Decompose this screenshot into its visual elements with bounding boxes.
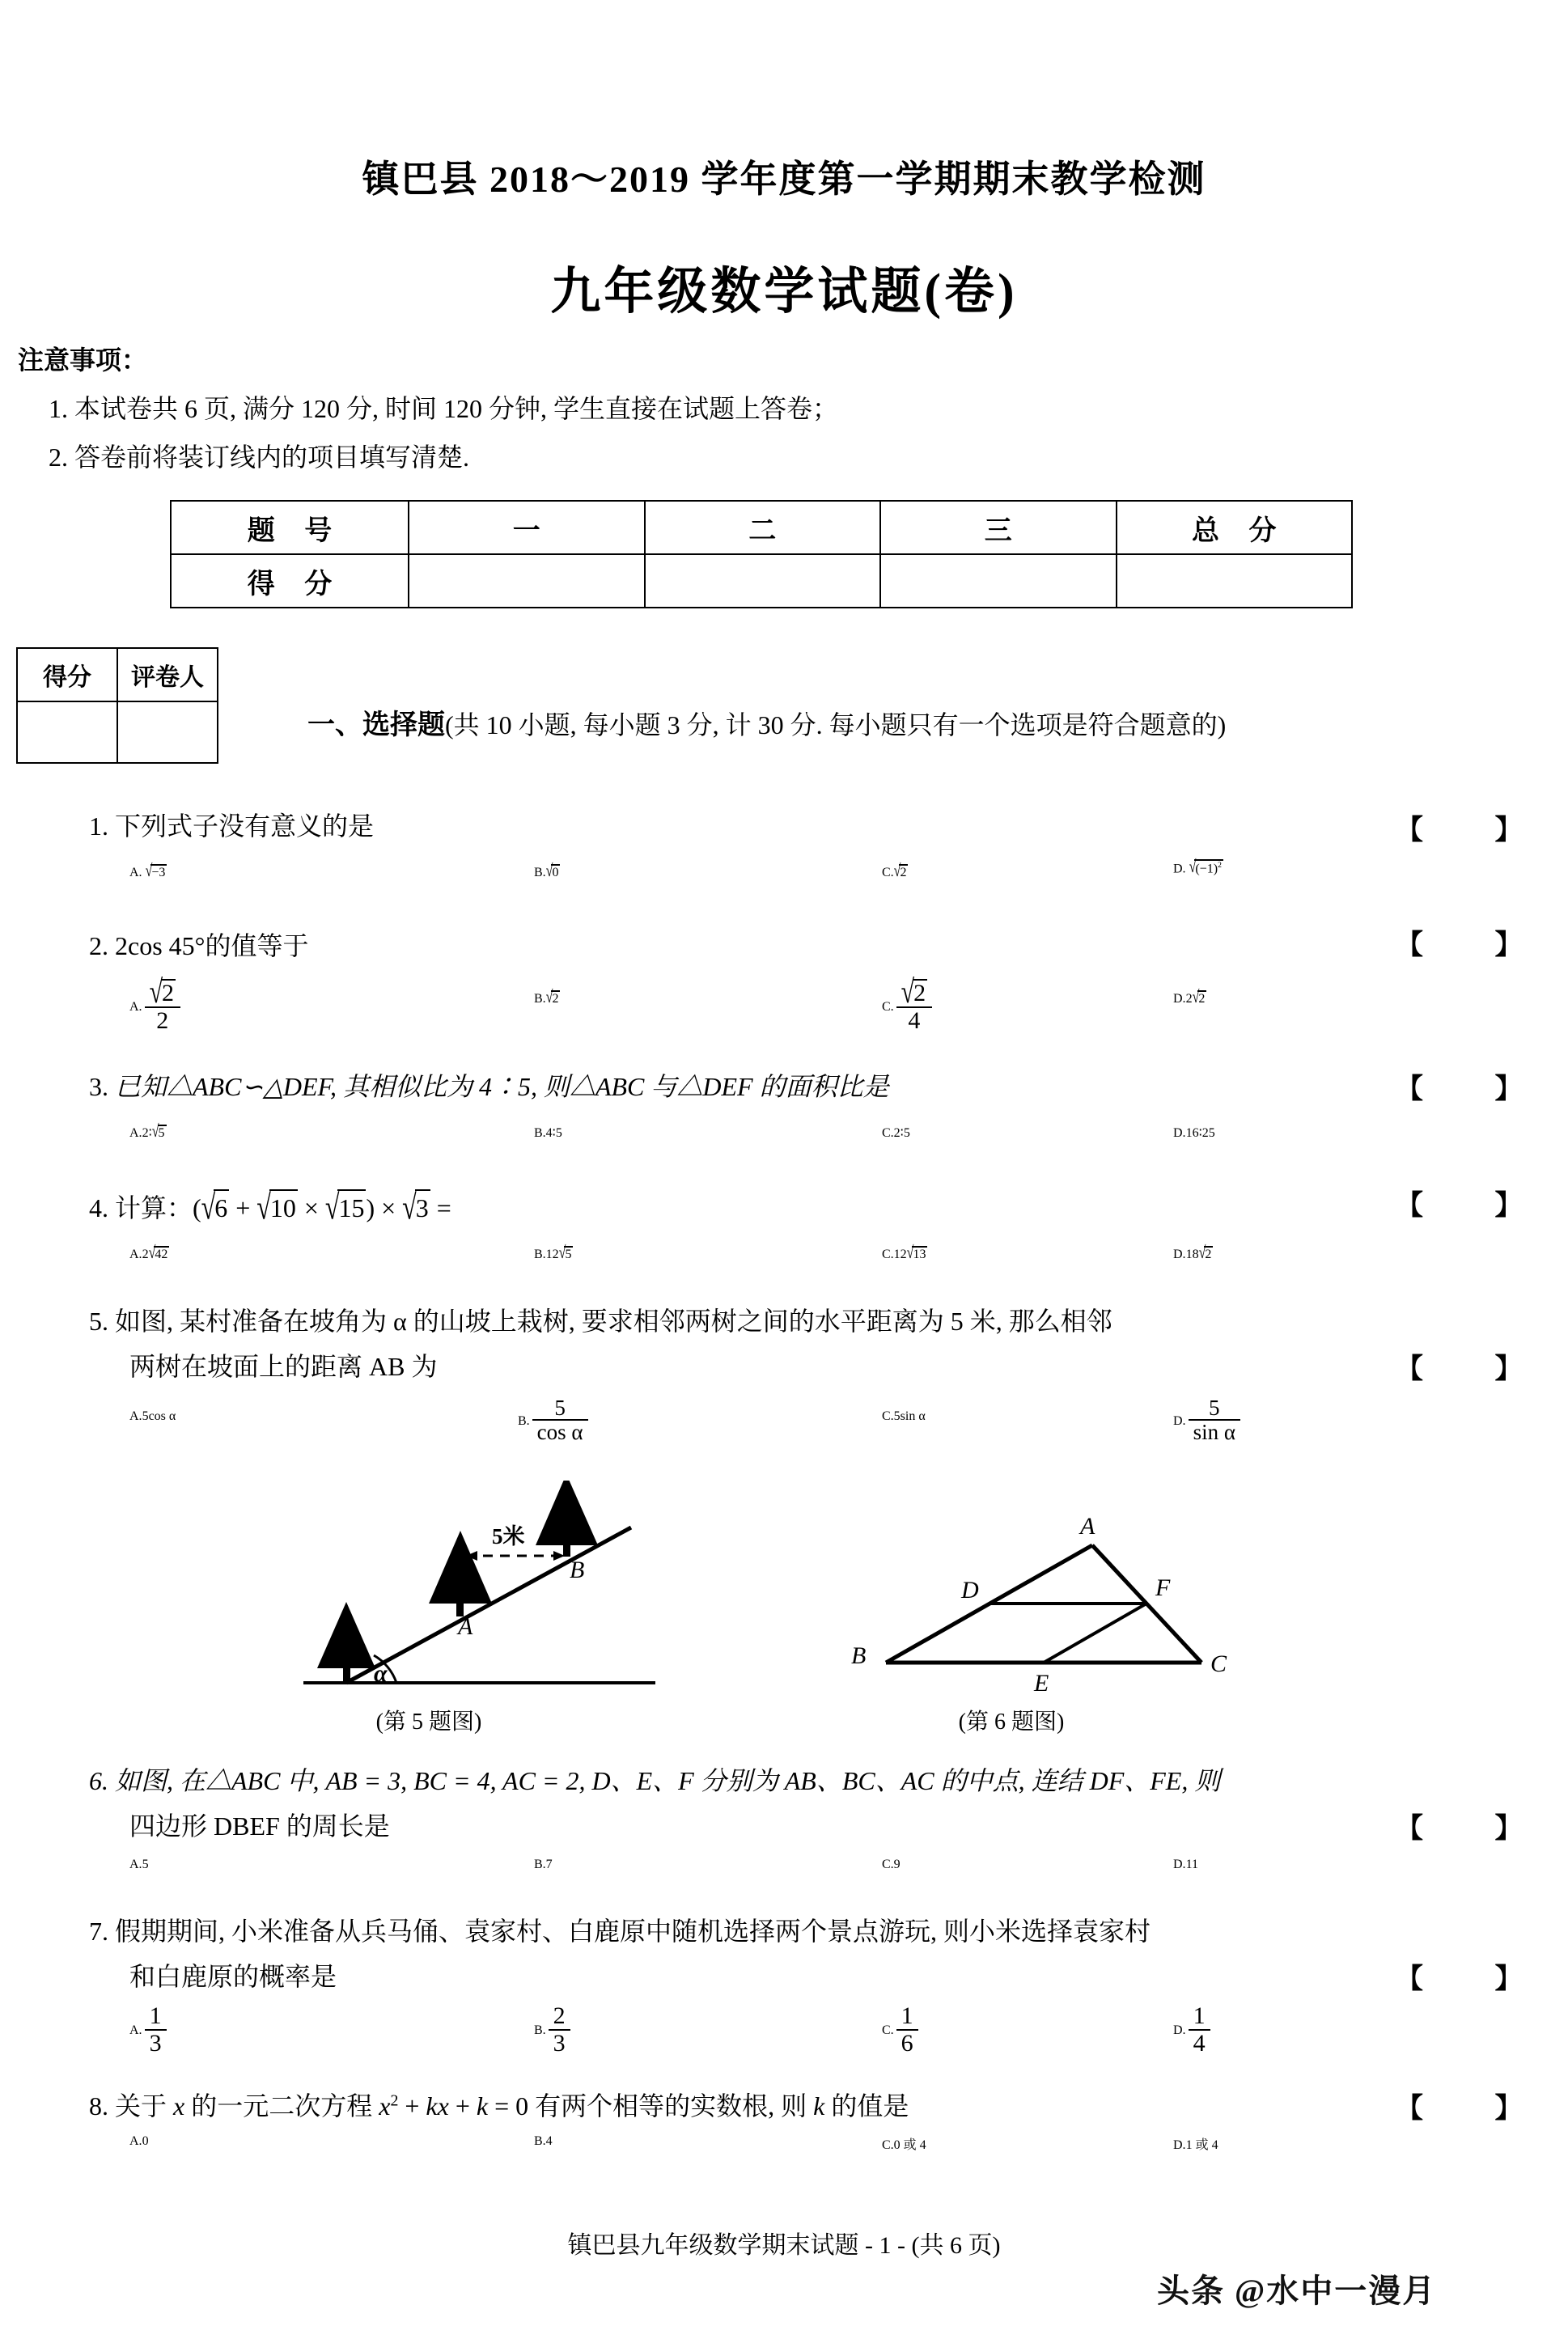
radical-icon: √2 [893, 862, 907, 881]
watermark: 头条 @水中一漫月 [1157, 2273, 1437, 2309]
table-row [171, 501, 1352, 554]
q4-option-c[interactable]: C.12√13 [882, 1244, 926, 1263]
q8-option-a-letter: A. [129, 2134, 142, 2148]
fraction: $\frac{5}{\text{cos α}}$ [532, 1396, 588, 1444]
q1-option-a-letter: A. [129, 866, 142, 879]
q3-option-a[interactable]: A.2∶√5 [129, 1122, 165, 1142]
q6-option-a[interactable] [129, 1858, 149, 1872]
q8-number: 8. [89, 2091, 108, 2121]
q1-option-c[interactable] [882, 864, 908, 880]
q5-answer-bracket[interactable]: 【 】 [1396, 1354, 1555, 1384]
q8-option-c-value: 0 或 4 [893, 2138, 926, 2152]
q8-option-c[interactable] [882, 2134, 926, 2153]
q7-text: 假期期间, 小米准备从兵马俑、袁家村、白鹿原中随机选择两个景点游玩, 则小米选择袁家村 [115, 1917, 1151, 1946]
grader-box-grader-cell[interactable] [117, 701, 218, 763]
q8-option-b[interactable] [534, 2134, 553, 2149]
question-4-stem: 4. 计算：(√6 + √10 × √15) × √3 = [89, 1187, 451, 1227]
q3-option-d-value: 16∶25 [1185, 1126, 1215, 1140]
figure-question-5 [275, 1481, 680, 1703]
figure-question-6 [833, 1505, 1254, 1711]
q2-text: 2cos 45°的值等于 [115, 931, 309, 960]
score-cell-3[interactable] [880, 554, 1117, 608]
q7-option-b-letter: B. [534, 2023, 546, 2038]
score-table-col-1: 一 [409, 501, 645, 554]
q6-option-a-letter: A. [129, 1858, 142, 1871]
triangle-midsegment-diagram [833, 1505, 1254, 1707]
q7-option-c[interactable] [882, 2002, 921, 2057]
page-title: 九年级数学试题(卷) [550, 265, 1018, 320]
q7-answer-bracket[interactable]: 【 】 [1396, 1964, 1555, 1994]
q3-answer-bracket[interactable]: 【 】 [1396, 1074, 1555, 1104]
q5-option-d-letter: D. [1173, 1414, 1186, 1429]
tree-icon [429, 1531, 492, 1616]
q7-number: 7. [89, 1917, 108, 1946]
question-7-stem [89, 1914, 1151, 1948]
q6-option-b[interactable] [534, 1858, 553, 1872]
radical-icon: √2 [1198, 1244, 1212, 1263]
q5-number: 5. [89, 1307, 108, 1336]
q5-option-b-letter: B. [518, 1414, 530, 1429]
q6-option-d-value: 11 [1185, 1858, 1198, 1871]
q4-option-b-letter: B. [534, 1248, 546, 1261]
question-7-stem-line2 [129, 1960, 337, 1993]
fraction: $\frac{√2}{4}$ [896, 979, 932, 1033]
section-description: (共 10 小题, 每小题 3 分, 计 30 分. 每小题只有一个选项是符合题意的) [445, 710, 1227, 739]
q7-option-d-letter: D. [1173, 2023, 1186, 2038]
q2-option-d-letter: D. [1173, 992, 1186, 1006]
q4-option-b[interactable]: B.12√5 [534, 1244, 572, 1263]
q1-text: 下列式子没有意义的是 [115, 811, 375, 841]
q5-option-d[interactable] [1173, 1398, 1243, 1446]
q8-option-b-value: 4 [545, 2134, 553, 2148]
radical-icon: √−3 [145, 862, 166, 881]
q3-option-c-value: 2∶5 [893, 1126, 910, 1140]
q4-option-c-letter: C. [882, 1248, 894, 1261]
score-table-col-3: 三 [880, 501, 1117, 554]
q4-number: 4. [89, 1193, 108, 1222]
q8-option-d-letter: D. [1173, 2138, 1186, 2152]
q7-option-a[interactable] [129, 2002, 169, 2057]
question-5-stem-line2 [129, 1349, 437, 1383]
q6-number: 6. [89, 1766, 108, 1795]
q2-answer-bracket[interactable]: 【 】 [1396, 930, 1555, 960]
q5-option-b[interactable] [518, 1398, 591, 1446]
section-label: 一、选择题 [307, 710, 445, 740]
q3-option-c[interactable] [882, 1125, 910, 1141]
score-summary-table [170, 500, 1353, 608]
q2-option-c[interactable] [882, 973, 934, 1035]
q5-option-a-letter: A. [129, 1409, 142, 1423]
score-cell-2[interactable] [645, 554, 881, 608]
q3-option-a-letter: A. [129, 1126, 142, 1140]
q2-option-a[interactable] [129, 973, 183, 1035]
q3-option-d[interactable] [1173, 1125, 1215, 1141]
fraction: $\frac{1}{3}$ [145, 2003, 167, 2056]
vertex-label-b: B [851, 1642, 867, 1669]
q6-option-a-value: 5 [142, 1858, 149, 1871]
radical-icon: √10 [256, 1187, 296, 1227]
question-3-stem [89, 1070, 889, 1104]
radical-icon: √42 [148, 1244, 168, 1263]
slope-trees-diagram [275, 1481, 680, 1699]
q6-option-d[interactable] [1173, 1858, 1198, 1872]
score-cell-1[interactable] [409, 554, 645, 608]
score-table-row-label: 题 号 [171, 501, 409, 554]
q3-option-b[interactable] [534, 1125, 562, 1141]
score-table-row-label: 得 分 [171, 554, 409, 608]
q3-text: 已知△ABC∽△DEF, 其相似比为 4∶5, 则△ABC 与△DEF 的面积比是 [115, 1072, 889, 1101]
radical-icon: √13 [906, 1244, 926, 1263]
notice-heading: 注意事项： [18, 345, 148, 375]
q4-option-d-letter: D. [1173, 1248, 1186, 1261]
q6-option-c-value: 9 [893, 1858, 901, 1871]
q3-option-d-letter: D. [1173, 1126, 1186, 1140]
q6-option-b-value: 7 [545, 1858, 553, 1871]
q4-option-a-letter: A. [129, 1248, 142, 1261]
fraction: $\frac{√2}{2}$ [145, 979, 180, 1033]
vertex-label-c: C [1210, 1650, 1227, 1677]
q7-option-a-letter: A. [129, 2023, 142, 2038]
radical-icon: √5 [151, 1122, 165, 1142]
grader-box-grader-label: 评卷人 [117, 648, 218, 701]
q2-option-c-letter: C. [882, 1000, 894, 1015]
q2-number: 2. [89, 931, 108, 960]
question-1-stem [89, 809, 374, 843]
q7-text-line2: 和白鹿原的概率是 [129, 1962, 337, 1991]
radical-icon: √5 [558, 1244, 572, 1263]
q1-option-c-letter: C. [882, 866, 894, 879]
vertex-label-f: F [1155, 1574, 1171, 1601]
radical-icon: √3 [402, 1187, 429, 1227]
figure-5-caption: (第 5 题图) [375, 1710, 482, 1735]
figure-6-caption: (第 6 题图) [958, 1710, 1065, 1735]
grader-box-score-cell[interactable] [17, 701, 117, 763]
angle-label: α [374, 1660, 388, 1687]
q6-text-line2: 四边形 DBEF 的周长是 [129, 1811, 390, 1841]
q1-number: 1. [89, 811, 108, 841]
q5-text-line2: 两树在坡面上的距离 AB 为 [129, 1352, 438, 1381]
q8-option-d[interactable] [1173, 2134, 1218, 2153]
q5-option-a[interactable] [129, 1409, 176, 1424]
q5-option-c[interactable] [882, 1409, 926, 1424]
q5-option-a-value: 5cos α [142, 1409, 176, 1423]
q6-option-c[interactable] [882, 1858, 901, 1872]
q1-option-d-letter: D. [1173, 862, 1186, 876]
q6-option-d-letter: D. [1173, 1858, 1186, 1871]
q7-option-b[interactable] [534, 2002, 573, 2057]
q6-option-b-letter: B. [534, 1858, 546, 1871]
q3-option-c-letter: C. [882, 1126, 894, 1140]
point-label-a: A [458, 1613, 473, 1640]
school-year-title: 镇巴县 2018～2019 学年度第一学期期末教学检测 [362, 159, 1206, 200]
q6-answer-bracket[interactable]: 【 】 [1396, 1814, 1555, 1844]
q1-option-d[interactable] [1173, 859, 1223, 876]
question-8-stem: 8. 关于 x 的一元二次方程 $x^2$ + kx + k = 0 有两个相等的实数根, 则 k 的值是 [89, 2091, 909, 2121]
q2-option-a-letter: A. [129, 1000, 142, 1015]
q1-option-a[interactable] [129, 864, 167, 880]
q1-option-b-letter: B. [534, 866, 546, 879]
q3-option-b-letter: B. [534, 1126, 546, 1140]
q2-option-d[interactable]: D.2√2 [1173, 988, 1206, 1007]
fraction: $\frac{2}{3}$ [549, 2003, 570, 2056]
q6-option-c-letter: C. [882, 1858, 894, 1871]
table-row [17, 648, 218, 701]
q8-answer-bracket[interactable]: 【 】 [1396, 2094, 1555, 2124]
notice-item-2: 2. 答卷前将装订线内的项目填写清楚. [49, 443, 470, 472]
q8-option-a-value: 0 [142, 2134, 149, 2148]
q5-option-c-value: 5sin α [893, 1409, 926, 1423]
vertex-label-d: D [961, 1577, 979, 1604]
tree-icon [536, 1481, 598, 1557]
q7-option-c-letter: C. [882, 2023, 894, 2038]
q1-answer-bracket[interactable]: 【 】 [1396, 816, 1555, 845]
radical-icon: √6 [201, 1187, 228, 1227]
q4-option-a[interactable]: A.2√42 [129, 1244, 168, 1263]
q2-option-b-letter: B. [534, 992, 546, 1006]
radical-icon: √2 [545, 988, 559, 1007]
section-heading [307, 702, 1226, 742]
table-row [17, 701, 218, 763]
table-row [171, 554, 1352, 608]
q6-text: 6. 如图, 在△ABC 中, AB = 3, BC = 4, AC = 2, D、E、F 分别为 AB、BC、AC 的中点, 连结 DF、FE, 则 [89, 1766, 1221, 1795]
q3-option-b-value: 4∶5 [545, 1126, 562, 1140]
q4-answer-bracket[interactable]: 【 】 [1396, 1191, 1555, 1221]
score-cell-total[interactable] [1117, 554, 1353, 608]
q2-option-b[interactable] [534, 990, 560, 1006]
q5-option-c-letter: C. [882, 1409, 894, 1423]
question-5-stem [89, 1304, 1112, 1338]
question-2-stem [89, 929, 308, 963]
fraction: $\frac{1}{4}$ [1189, 2003, 1210, 2056]
vertex-label-e: E [1034, 1670, 1049, 1697]
point-label-b: B [570, 1557, 585, 1583]
radical-icon: √0 [545, 862, 559, 881]
q8-option-d-value: 1 或 4 [1185, 2138, 1218, 2152]
q8-option-b-letter: B. [534, 2134, 546, 2148]
notice-item-1: 1. 本试卷共 6 页, 满分 120 分, 时间 120 分钟, 学生直接在试题上答卷； [49, 394, 839, 423]
fraction: $\frac{5}{\text{sin α}}$ [1189, 1396, 1240, 1444]
q1-option-b[interactable] [534, 864, 560, 880]
vertex-label-a: A [1080, 1513, 1095, 1540]
page-footer: 镇巴县九年级数学期末试题 - 1 - (共 6 页) [567, 2232, 1001, 2259]
radical-icon: √15 [324, 1187, 365, 1227]
q3-number: 3. [89, 1072, 108, 1101]
q7-option-d[interactable] [1173, 2002, 1213, 2057]
score-table-col-2: 二 [645, 501, 881, 554]
q4-option-d[interactable]: D.18√2 [1173, 1244, 1212, 1263]
q8-option-a[interactable] [129, 2134, 149, 2149]
question-6-stem [89, 1764, 1220, 1798]
distance-label: 5米 [492, 1524, 525, 1549]
grader-box-score-label: 得分 [17, 648, 117, 701]
radical-icon: $√(-1)^2$ [1189, 858, 1222, 877]
grader-box [16, 647, 218, 764]
radical-icon: √2 [1192, 988, 1206, 1007]
question-6-stem-line2 [129, 1809, 390, 1843]
score-table-col-total: 总 分 [1117, 501, 1353, 554]
fraction: $\frac{1}{6}$ [896, 2003, 918, 2056]
q8-option-c-letter: C. [882, 2138, 894, 2152]
q5-text: 如图, 某村准备在坡角为 α 的山坡上栽树, 要求相邻两树之间的水平距离为 5 米, 那么相邻 [115, 1307, 1112, 1336]
